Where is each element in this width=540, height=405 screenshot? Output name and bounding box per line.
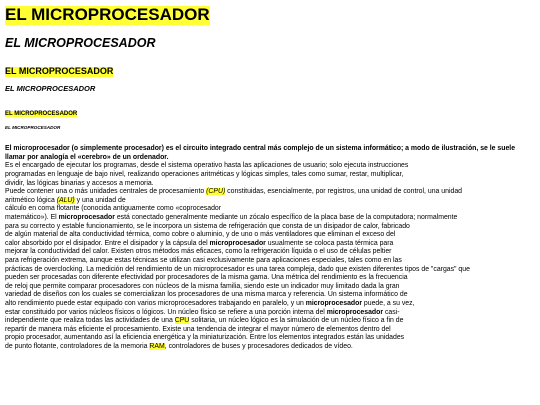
body-line: usualmente se coloca pasta térmica para bbox=[265, 239, 394, 247]
bold-term: microprocesador bbox=[58, 213, 115, 221]
body-line: Es el encargado de ejecutar los programas, desde el sistema operativo hasta las aplicaciones de usuario; solo ejecuta instrucciones bbox=[5, 162, 409, 170]
body-line: para su correcto y estable funcionamiento, se le incorpora un sistema de refrigeración que consta de un disipador de calor, fabricado bbox=[5, 222, 410, 230]
bold-term: microprocesador bbox=[305, 299, 362, 307]
body-line: de algún material de alta conductividad térmica, como cobre o aluminio, y de uno o más ventiladores que eliminan el exceso del bbox=[5, 231, 396, 239]
heading-4: EL MICROPROCESADOR bbox=[5, 84, 96, 94]
bold-term: microprocesador bbox=[209, 239, 266, 247]
body-line: independiente que realiza todas las actividades de una bbox=[5, 317, 175, 325]
body-line: dividir, las lógicas binarias y accesos a memoria. bbox=[5, 179, 154, 187]
body-line: está conectado generalmente mediante un zócalo específico de la placa base de la computadora; normalmente bbox=[114, 213, 458, 221]
body-line: casi- bbox=[383, 308, 400, 316]
body-line: propio procesador, aumentando así la eficiencia energética y la miniaturización. Entre los elementos integrados están las unidades bbox=[5, 334, 405, 342]
body-line: mejorar la conductividad del calor. Existen otros métodos más eficaces, como la refrigeración líquida o el uso de células peltier bbox=[5, 248, 392, 256]
lead-sentence: El microprocesador (o simplemente procesador) es el circuito integrado central más complejo de un sistema informático; a modo de ilustración, se le suele llamar por analogía el «cerebro» de un ordenador. bbox=[5, 145, 516, 161]
body-line: de punto flotante, controladores de la memoria bbox=[5, 342, 150, 350]
body-line: para refrigeración extrema, aunque estas técnicas se utilizan casi exclusivamente para aplicaciones especiales, tales como en las bbox=[5, 256, 402, 264]
heading-5: EL MICROPROCESADOR bbox=[5, 110, 78, 117]
heading-3: EL MICROPROCESADOR bbox=[5, 66, 114, 77]
body-line: solitaria, un núcleo lógico es la simulación de un núcleo físico a fin de bbox=[189, 317, 404, 325]
body-line: programadas en lenguaje de bajo nivel, realizando operaciones aritméticas y lógicas simples, tales como sumar, restar, multiplicar, bbox=[5, 171, 404, 178]
body-line: aritmético lógica bbox=[5, 196, 57, 204]
article-body bbox=[5, 145, 535, 351]
body-line: de reloj que permite comparar procesadores con núcleos de la misma familia, siendo este un indicador muy limitado dada la gran bbox=[5, 282, 400, 290]
heading-1: EL MICROPROCESADOR bbox=[5, 5, 210, 24]
body-line: pueden ser procesadas con diferente efectividad por procesadores de la misma gama. Una métrica del rendimiento es la frecuencia bbox=[5, 274, 408, 282]
body-line: , controladores de buses y procesadores dedicados de vídeo. bbox=[164, 342, 353, 350]
heading-2: EL MICROPROCESADOR bbox=[5, 35, 156, 50]
body-line: matemático»). El bbox=[5, 213, 59, 221]
body-line: constituidas, esencialmente, por registros, una unidad de control, una unidad bbox=[225, 188, 462, 196]
heading-6: EL MICROPROCESADOR bbox=[5, 125, 61, 131]
body-line: estar constituido por varios núcleos físicos o lógicos. Un núcleo físico se refiere a una porción interna del bbox=[5, 308, 327, 316]
highlight-alu: (ALU) bbox=[56, 196, 75, 204]
highlight-cpu-2: CPU bbox=[174, 317, 190, 325]
body-line: puede, a su vez, bbox=[362, 299, 415, 307]
highlight-cpu: (CPU) bbox=[206, 188, 226, 196]
bold-term: microprocesador bbox=[326, 308, 384, 316]
body-line: cálculo en coma flotante (conocida antiguamente como «coprocesador bbox=[5, 205, 222, 213]
body-line: repartir de manera más eficiente el procesamiento. Existe una tendencia de integrar el mayor número de elementos dentro del bbox=[5, 325, 391, 333]
body-line: calor absorbido por el disipador. Entre el disipador y la cápsula del bbox=[5, 239, 210, 247]
highlight-ram: RAM bbox=[149, 342, 165, 350]
body-line: alto rendimiento puede estar equipado con varios microprocesadores trabajando en paralelo, y un bbox=[5, 299, 306, 307]
body-line: prácticas de overclocking. La medición del rendimiento de un microprocesador es una tarea compleja, dado que existen diferentes tipos de "cargas" que bbox=[5, 265, 470, 273]
body-line: y una unidad de bbox=[74, 196, 126, 204]
body-line: variedad de diseños con los cuales se comercializan los procesadores de una misma marca y referencia. Un sistema informático de bbox=[5, 291, 408, 299]
body-line: Puede contener una o más unidades centrales de procesamiento bbox=[5, 188, 207, 196]
